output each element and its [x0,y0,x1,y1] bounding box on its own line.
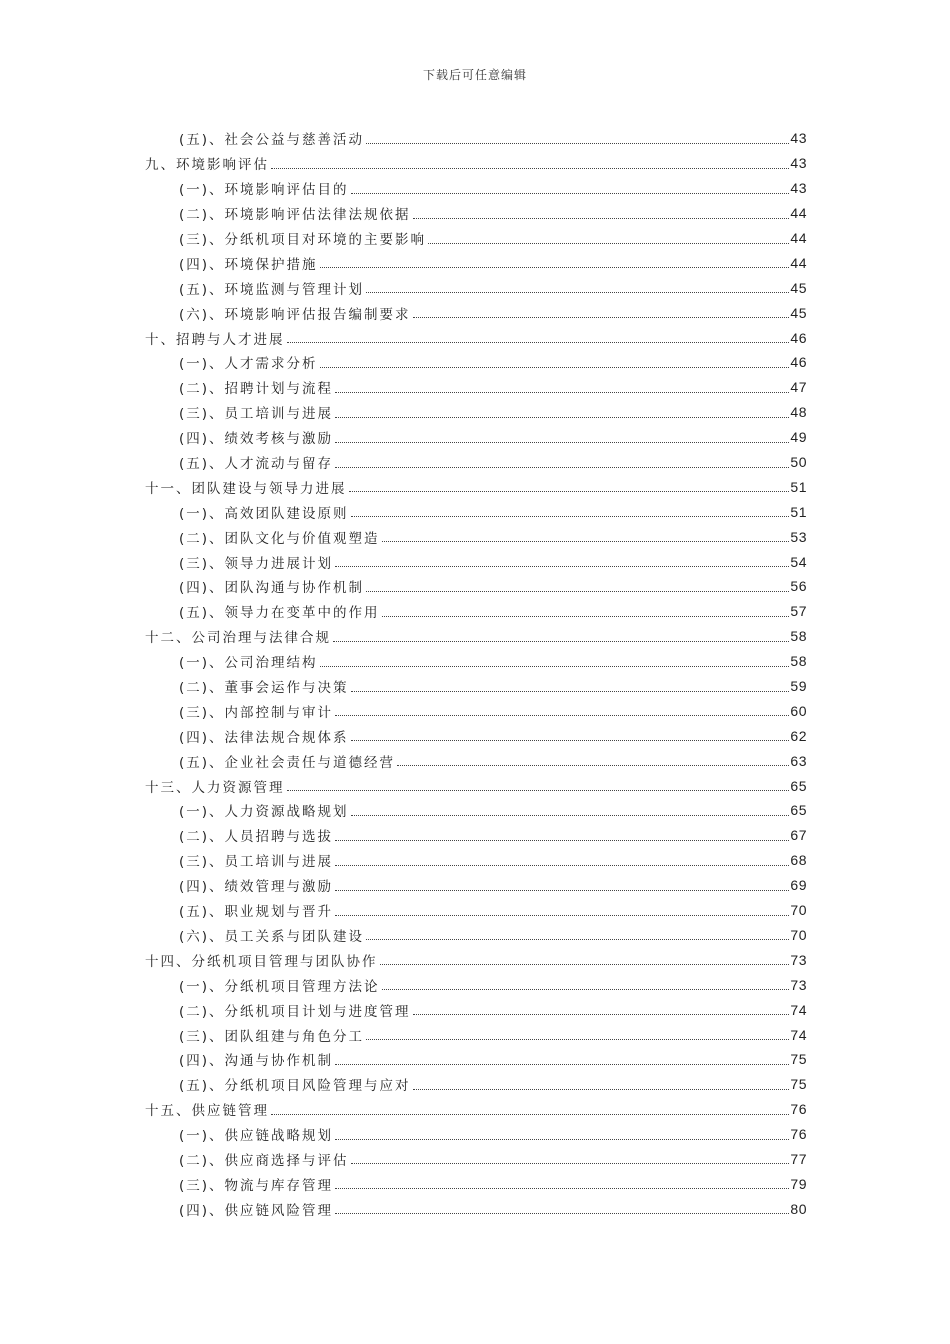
toc-page-number: 59 [790,678,807,695]
toc-dot-leader [335,1064,789,1065]
toc-section-entry[interactable] [145,350,807,375]
toc-dot-leader [413,1089,790,1090]
toc-dot-leader [335,442,789,443]
toc-entry-label: (二)、分纸机项目计划与进度管理 [179,1003,411,1020]
toc-page-number: 46 [790,354,807,371]
toc-page-number: 53 [790,528,807,545]
toc-page-number: 57 [790,603,807,620]
toc-page-number: 44 [790,205,807,222]
toc-entry-label: (四)、绩效考核与激励 [179,431,334,448]
toc-entry-label: (二)、人员招聘与选拔 [179,829,334,846]
toc-dot-leader [335,840,789,841]
toc-dot-leader [335,467,789,468]
toc-section-entry[interactable] [145,1147,807,1172]
toc-entry-label: (二)、供应商选择与评估 [179,1152,349,1169]
toc-page-number: 75 [790,1076,807,1093]
toc-dot-leader [351,815,790,816]
toc-dot-leader [349,491,790,492]
toc-entry-label: 九、环境影响评估 [145,157,269,174]
toc-page-number: 58 [790,628,807,645]
toc-section-entry[interactable] [145,275,807,300]
toc-entry-label: (二)、团队文化与价值观塑造 [179,530,380,547]
toc-page-number: 48 [790,404,807,421]
toc-dot-leader [351,1163,790,1164]
toc-page-number: 73 [790,976,807,993]
toc-section-entry[interactable] [145,599,807,624]
toc-entry-label: (一)、人力资源战略规划 [179,804,349,821]
toc-section-entry[interactable] [145,972,807,997]
toc-page-number: 45 [790,304,807,321]
toc-entry-label: 十二、公司治理与法律合规 [145,630,331,647]
toc-page-number: 74 [790,1001,807,1018]
toc-entry-label: (四)、绩效管理与激励 [179,879,334,896]
toc-section-entry[interactable] [145,1196,807,1221]
toc-page-number: 65 [790,802,807,819]
toc-section-entry[interactable] [145,923,807,948]
toc-entry-label: (五)、环境监测与管理计划 [179,281,365,298]
toc-dot-leader [335,715,789,716]
toc-section-entry[interactable] [145,898,807,923]
toc-entry-label: (四)、环境保护措施 [179,256,318,273]
toc-page-number: 67 [790,827,807,844]
toc-section-entry[interactable] [145,1022,807,1047]
toc-dot-leader [382,541,790,542]
toc-page-number: 75 [790,1051,807,1068]
toc-entry-label: (五)、人才流动与留存 [179,456,334,473]
toc-dot-leader [320,666,790,667]
toc-entry-label: (四)、沟通与协作机制 [179,1053,334,1070]
toc-page-number: 43 [790,180,807,197]
toc-dot-leader [335,865,789,866]
toc-entry-label: (一)、分纸机项目管理方法论 [179,978,380,995]
toc-page-number: 43 [790,155,807,172]
toc-entry-label: 十四、分纸机项目管理与团队协作 [145,953,378,970]
toc-page-number: 56 [790,578,807,595]
toc-entry-label: (三)、员工培训与进展 [179,406,334,423]
toc-section-entry[interactable] [145,649,807,674]
toc-page-number: 44 [790,254,807,271]
toc-page-number: 45 [790,279,807,296]
toc-dot-leader [397,765,789,766]
toc-page-number: 77 [790,1150,807,1167]
toc-section-entry[interactable] [145,524,807,549]
toc-dot-leader [333,641,789,642]
toc-dot-leader [366,1039,789,1040]
toc-section-entry[interactable] [145,549,807,574]
toc-entry-label: (三)、物流与库存管理 [179,1177,334,1194]
page-header: 下载后可任意编辑 [422,68,527,82]
toc-entry-label: (六)、环境影响评估报告编制要求 [179,306,411,323]
toc-entry-label: (三)、分纸机项目对环境的主要影响 [179,232,427,248]
toc-dot-leader [335,1139,789,1140]
toc-chapter-entry[interactable] [145,1097,807,1122]
toc-entry-label: (一)、公司治理结构 [179,655,318,672]
toc-section-entry[interactable] [145,748,807,773]
toc-section-entry[interactable] [145,425,807,450]
toc-chapter-entry[interactable] [145,947,807,972]
toc-section-entry[interactable] [145,848,807,873]
toc-entry-label: (六)、员工关系与团队建设 [179,928,365,945]
toc-dot-leader [382,989,790,990]
toc-section-entry[interactable] [145,226,807,251]
toc-entry-label: (五)、职业规划与晋升 [179,904,334,921]
toc-dot-leader [320,367,790,368]
toc-section-entry[interactable] [145,873,807,898]
toc-page-number: 80 [790,1200,807,1217]
toc-page-number: 50 [790,454,807,471]
toc-section-entry[interactable] [145,201,807,226]
toc-page-number: 60 [790,702,807,719]
toc-page-number: 46 [790,329,807,346]
toc-dot-leader [335,1188,789,1189]
toc-section-entry[interactable] [145,300,807,325]
toc-page-number: 73 [790,951,807,968]
toc-section-entry[interactable] [145,798,807,823]
toc-section-entry[interactable] [145,1072,807,1097]
toc-dot-leader [366,591,789,592]
toc-page-number: 58 [790,653,807,670]
toc-page-number: 74 [790,1026,807,1043]
toc-entry-label: (五)、社会公益与慈善活动 [179,132,365,149]
toc-entry-label: (三)、团队组建与角色分工 [179,1028,365,1045]
toc-section-entry[interactable] [145,1171,807,1196]
toc-page-number: 70 [790,902,807,919]
toc-entry-label: 十五、供应链管理 [145,1103,269,1120]
toc-dot-leader [335,392,789,393]
toc-section-entry[interactable] [145,674,807,699]
toc-chapter-entry[interactable] [145,474,807,499]
toc-chapter-entry[interactable] [145,151,807,176]
toc-section-entry[interactable] [145,250,807,275]
toc-entry-label: (二)、董事会运作与决策 [179,680,349,697]
toc-section-entry[interactable] [145,723,807,748]
toc-dot-leader [413,1014,790,1015]
toc-entry-label: (四)、法律法规合规体系 [179,729,349,746]
toc-dot-leader [366,292,789,293]
toc-entry-label: (四)、团队沟通与协作机制 [179,580,365,597]
toc-section-entry[interactable] [145,176,807,201]
toc-entry-label: (一)、供应链战略规划 [179,1128,334,1145]
toc-page-number: 76 [790,1101,807,1118]
toc-entry-label: (三)、领导力进展计划 [179,555,334,572]
toc-dot-leader [366,939,789,940]
toc-page-number: 76 [790,1126,807,1143]
toc-entry-label: (五)、企业社会责任与道德经营 [179,754,396,771]
toc-dot-leader [287,342,790,343]
toc-entry-label: (二)、招聘计划与流程 [179,381,334,398]
toc-dot-leader [287,790,790,791]
toc-section-entry[interactable] [145,126,807,151]
toc-section-entry[interactable] [145,499,807,524]
toc-section-entry[interactable] [145,1122,807,1147]
table-of-contents [145,126,807,1221]
toc-section-entry[interactable] [145,400,807,425]
toc-dot-leader [382,616,790,617]
toc-chapter-entry[interactable] [145,624,807,649]
toc-dot-leader [428,243,789,244]
toc-dot-leader [413,317,790,318]
toc-dot-leader [335,566,789,567]
toc-page-number: 49 [790,429,807,446]
toc-section-entry[interactable] [145,375,807,400]
toc-page-number: 51 [790,478,807,495]
toc-dot-leader [335,890,789,891]
toc-section-entry[interactable] [145,574,807,599]
toc-dot-leader [351,193,790,194]
toc-entry-label: 十、招聘与人才进展 [145,331,285,348]
toc-dot-leader [335,1213,789,1214]
toc-dot-leader [271,168,789,169]
toc-dot-leader [351,691,790,692]
toc-entry-label: (一)、高效团队建设原则 [179,505,349,522]
toc-entry-label: (三)、内部控制与审计 [179,704,334,721]
toc-entry-label: (三)、员工培训与进展 [179,854,334,871]
toc-dot-leader [351,740,790,741]
toc-section-entry[interactable] [145,1047,807,1072]
toc-chapter-entry[interactable] [145,773,807,798]
toc-dot-leader [380,964,790,965]
toc-page-number: 43 [790,130,807,147]
toc-page-number: 79 [790,1175,807,1192]
toc-entry-label: (四)、供应链风险管理 [179,1202,334,1219]
toc-dot-leader [320,267,790,268]
toc-dot-leader [271,1114,789,1115]
toc-page-number: 70 [790,926,807,943]
toc-section-entry[interactable] [145,997,807,1022]
toc-entry-label: (一)、人才需求分析 [179,356,318,373]
toc-page-number: 63 [790,752,807,769]
toc-entry-label: (二)、环境影响评估法律法规依据 [179,207,411,224]
toc-section-entry[interactable] [145,698,807,723]
toc-entry-label: (一)、环境影响评估目的 [179,182,349,199]
toc-page-number: 65 [790,777,807,794]
toc-entry-label: (五)、领导力在变革中的作用 [179,605,380,622]
toc-entry-label: (五)、分纸机项目风险管理与应对 [179,1078,411,1095]
toc-dot-leader [351,516,790,517]
toc-dot-leader [335,915,789,916]
toc-dot-leader [366,143,789,144]
toc-page-number: 69 [790,877,807,894]
toc-dot-leader [413,218,790,219]
toc-page-number: 62 [790,727,807,744]
toc-entry-label: 十一、团队建设与领导力进展 [145,480,347,497]
toc-chapter-entry[interactable] [145,325,807,350]
toc-dot-leader [335,417,789,418]
toc-page-number: 54 [790,553,807,570]
toc-section-entry[interactable] [145,823,807,848]
toc-page-number: 68 [790,852,807,869]
toc-section-entry[interactable] [145,450,807,475]
toc-page-number: 47 [790,379,807,396]
toc-page-number: 44 [790,230,807,246]
toc-page-number: 51 [790,503,807,520]
toc-entry-label: 十三、人力资源管理 [145,779,285,796]
